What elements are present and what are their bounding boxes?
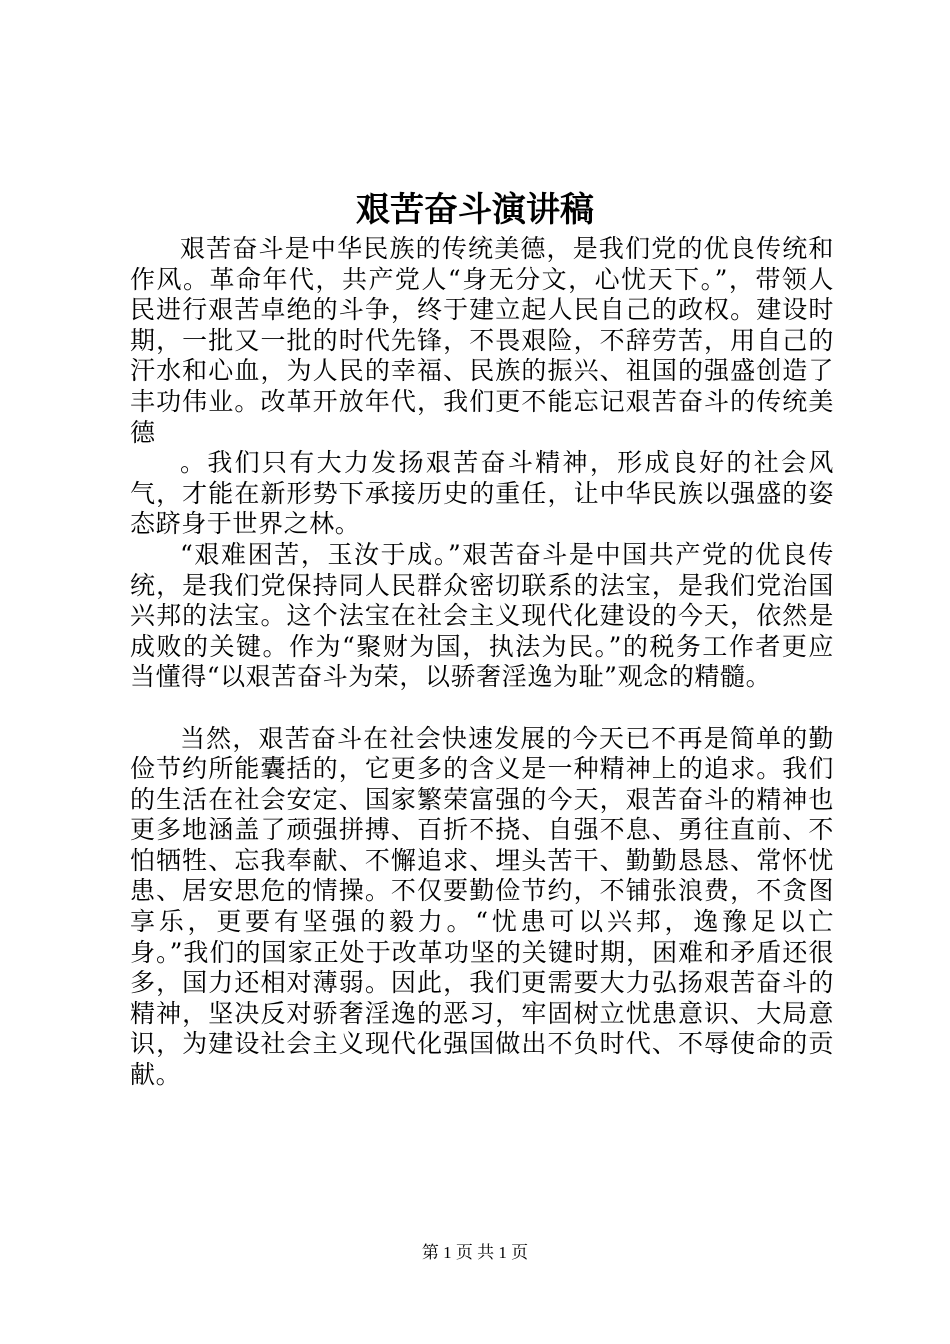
document-title: 艰苦奋斗演讲稿 bbox=[356, 190, 594, 230]
paragraph-2: 。我们只有大力发扬艰苦奋斗精神，形成良好的社会风气，才能在新形势下承接历史的重任，让中华民族以强盛的姿态跻身于世界之林。 bbox=[130, 448, 834, 539]
document-body bbox=[130, 234, 834, 1091]
page-footer: 第 1 页 共 1 页 bbox=[421, 1243, 529, 1262]
paragraph-spacer bbox=[130, 693, 834, 724]
paragraph-3: “艰难困苦，玉汝于成。”艰苦奋斗是中国共产党的优良传统，是我们党保持同人民群众密切联系的法宝，是我们党治国兴邦的法宝。这个法宝在社会主义现代化建设的今天，依然是成败的关键。作为“聚财为国，执法为民。”的税务工作者更应当懂得“以艰苦奋斗为荣，以骄奢淫逸为耻”观念的精髓。 bbox=[130, 539, 834, 692]
paragraph-4: 当然，艰苦奋斗在社会快速发展的今天已不再是简单的勤俭节约所能囊括的，它更多的含义是一种精神上的追求。我们的生活在社会安定、国家繁荣富强的今天，艰苦奋斗的精神也更多地涵盖了顽强拼搏、百折不挠、自强不息、勇往直前、不怕牺牲、忘我奉献、不懈追求、埋头苦干、勤勤恳恳、常怀忧患、居安思危的情操。不仅要勤俭节约，不铺张浪费，不贪图享乐，更要有坚强的毅力。“忧患可以兴邦，逸豫足以亡身。”我们的国家正处于改革功坚的关键时期，困难和矛盾还很多，国力还相对薄弱。因此，我们更需要大力弘扬艰苦奋斗的精神，坚决反对骄奢淫逸的恶习，牢固树立忧患意识、大局意识，为建设社会主义现代化强国做出不负时代、不辱使命的贡献。 bbox=[130, 723, 834, 1090]
paragraph-1: 艰苦奋斗是中华民族的传统美德，是我们党的优良传统和作风。革命年代，共产党人“身无分文，心忧天下。”，带领人民进行艰苦卓绝的斗争，终于建立起人民自己的政权。建设时期，一批又一批的时代先锋，不畏艰险，不辞劳苦，用自己的汗水和心血，为人民的幸福、民族的振兴、祖国的强盛创造了丰功伟业。改革开放年代，我们更不能忘记艰苦奋斗的传统美德 bbox=[130, 234, 834, 447]
